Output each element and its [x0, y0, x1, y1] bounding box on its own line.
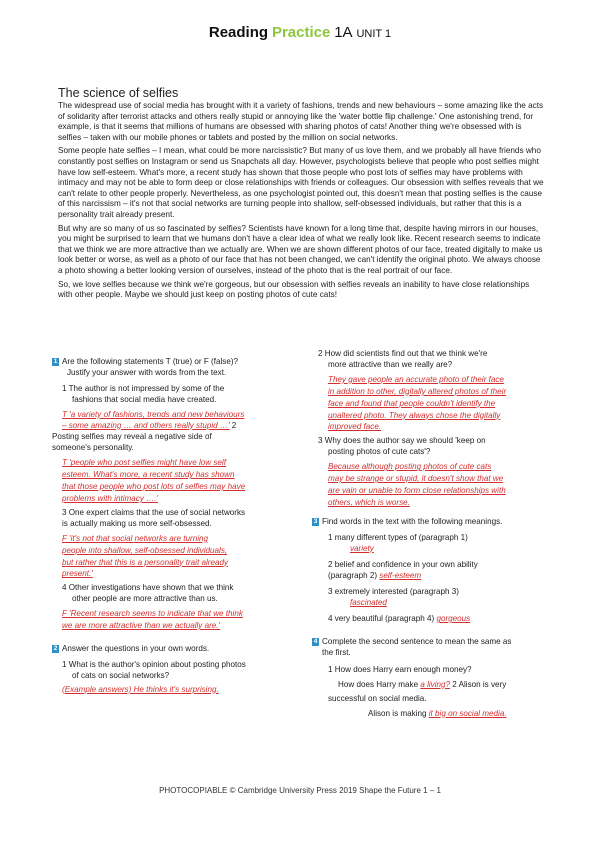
exercise-4	[313, 637, 558, 719]
ex1-question-1: 1 The author is not impressed by some of the	[62, 383, 225, 393]
ex1-question-4-cont: other people are more attractive than us.	[72, 594, 218, 604]
ex2-answer-2-b: in addition to other, digitally altered photos of their	[328, 386, 507, 396]
header-level: 1A	[334, 24, 353, 41]
article-paragraph-2: Some people hate selfies – I mean, what could be more narcissistic? But many of us love them, and we probably all have friends who constantly post selfies on Instagram or send us Snapchats all day. However, psychologists believe that people who post selfies might have low self-esteem. What's more, a recent study has shown that those people who post lots of selfies may have problems with intimacy and may not be able to form deep or close relationships with friends or colleagues. Our obsession with selfies reveals that we can't relate to other people properly. Nevertheless, as one psychologist pointed out, this doesn't mean that posting selfies is the cause of this narcissism – it's not that social networks are turning people into shallow, self-obsessed individuals, but rather that this is a personality trait already present.	[58, 146, 544, 219]
ex1-question-3: 3 One expert claims that the use of social networks	[62, 507, 246, 517]
ex1-answer-3-d: present.'	[62, 569, 93, 579]
ex2-question-2-cont: more attractive than we really are?	[328, 359, 453, 369]
article-paragraph-4: So, we love selfies because we think we're gorgeous, but our obsession with selfies reveals an inability to have close relationships with other people. Maybe we should just keep on posting photos of cute cats!	[58, 279, 530, 300]
ex1-answer-2-c: that those people who post lots of selfies may have	[62, 482, 246, 492]
ex3-question-2: 2 belief and confidence in your own ability	[328, 559, 478, 569]
ex1-question-3-cont: is actually making us more self-obsessed.	[62, 518, 212, 528]
ex2-answer-2-c: face and found that people couldn't identify the	[328, 398, 496, 408]
ex1-answer-3-b: people into shallow, self-obsessed individuals,	[62, 545, 228, 555]
ex1-answer-3: F 'it's not that social networks are turning	[62, 533, 208, 543]
header-unit: UNIT 1	[356, 28, 392, 40]
exercise-4-number: 4	[313, 638, 318, 646]
ex1-question-1-cont: fashions that social media have created.	[72, 394, 217, 404]
right-column	[313, 349, 558, 719]
exercise-1-instruction: Are the following statements T (true) or F (false)?	[62, 357, 239, 366]
ex3-answer-4: gorgeous	[436, 614, 471, 624]
article-paragraph-1: The widespread use of social media has brought with it a variety of fashions, trends and new behaviours – some amazing like the acts of solidarity after terrorist attacks and others really stupid or annoying like the 'water bottle flip challenge.' One astonishing trend, for example, is that it seems that millions of humans are obsessed with sharing photos of cats! Another thing we're obsessed with is selfies – taken with our mobile phones or tablets and posted by the million on social networks.	[58, 101, 544, 142]
ex2-question-1: 1 What is the author's opinion about posting photos	[62, 659, 246, 669]
exercise-1	[52, 357, 274, 632]
exercise-2-instruction: Answer the questions in your own words.	[62, 643, 210, 653]
ex1-question-2-cont: someone's personality.	[52, 443, 134, 453]
exercise-4-instruction: Complete the second sentence to mean the same as	[322, 637, 512, 647]
header-reading: Reading	[208, 24, 269, 41]
left-column	[52, 357, 274, 696]
ex3-answer-2: self-esteem	[379, 571, 422, 581]
ex2-answer-2: They gave people an accurate photo of their face	[328, 374, 504, 384]
ex1-answer-4: F 'Recent research seems to indicate that we think	[62, 609, 243, 619]
ex3-question-4: 4 very beautiful (paragraph 4)	[328, 614, 435, 624]
article-title: The science of selfies	[58, 86, 179, 100]
ex1-question-2-number: 2	[231, 420, 237, 430]
exercise-3-instruction: Find words in the text with the following meanings.	[322, 516, 503, 526]
exercise-3	[313, 516, 558, 625]
header-practice: Practice	[271, 24, 331, 41]
ex1-answer-2: T 'people who post selfies might have low self	[62, 458, 226, 468]
exercise-4-instruction-2: the first.	[322, 647, 351, 657]
ex2-answer-3-c: are vain or unable to form close relationships with	[328, 485, 506, 495]
ex2-question-1-cont: of cats on social networks?	[72, 670, 170, 680]
ex4-question-2-prompt: Alison is making	[368, 708, 427, 718]
ex4-question-1: 1 How does Harry earn enough money?	[328, 664, 472, 674]
ex2-answer-2-e: improved face.	[328, 422, 382, 432]
ex2-question-2: 2 How did scientists find out that we think we're	[318, 349, 488, 358]
page-footer: PHOTOCOPIABLE © Cambridge University Press 2019 Shape the Future 1 – 1	[159, 786, 441, 795]
ex4-question-2-cont: successful on social media.	[328, 693, 427, 703]
ex3-question-2-para: (paragraph 2)	[328, 571, 378, 581]
exercise-3-number: 3	[313, 517, 318, 525]
ex2-answer-3-b: may be strange or stupid, it doesn't show that we	[328, 474, 504, 484]
exercise-2	[52, 644, 274, 696]
article-body	[58, 101, 546, 304]
exercise-1-instruction-2: Justify your answer with words from the text.	[67, 367, 227, 377]
ex1-answer-2-b: esteem. What's more, a recent study has shown	[62, 470, 235, 480]
ex2-answer-1: (Example answers) He thinks it's surprising.	[62, 684, 219, 694]
ex4-answer-1: a living?	[420, 679, 451, 689]
ex3-answer-1: variety	[350, 543, 374, 553]
ex2-question-3-cont: posting photos of cute cats'?	[328, 447, 431, 457]
ex3-answer-3: fascinated	[350, 598, 387, 608]
ex1-answer-3-c: but rather that this is a personality trait already	[62, 557, 229, 567]
exercise-2-number: 2	[53, 644, 58, 652]
ex2-answer-2-d: unaltered photo. They always chose the digitally	[328, 410, 501, 420]
ex3-question-3: 3 extremely interested (paragraph 3)	[328, 587, 459, 597]
ex4-question-2: 2 Alison is very	[452, 679, 507, 689]
ex4-question-1-prompt: How does Harry make	[338, 679, 419, 689]
ex1-answer-1: T 'a variety of fashions, trends and new behaviours	[62, 409, 245, 419]
ex1-question-2: Posting selfies may reveal a negative side of	[52, 432, 212, 442]
ex2-answer-3-d: others, which is worse.	[328, 497, 410, 507]
ex2-answer-3: Because although posting photos of cute cats	[328, 462, 492, 472]
ex1-answer-1-cont: – some amazing … and others really stupid …'	[62, 420, 230, 430]
page-header	[0, 24, 600, 41]
ex1-question-4: 4 Other investigations have shown that we think	[62, 583, 234, 593]
article-paragraph-3: But why are so many of us so fascinated by selfies? Scientists have known for a long time that, despite having mirrors in our houses, you might be surprised to learn that we humans don't have a clear idea of what we really look like. Recent research seems to indicate that we think we are more attractive than we actually are. When we are shown different photos of our face, treated digitally to make us look better or worse, as well as a photo of our face that has not been changed, we can't identify the original photo. We always choose a photo showing a better looking version of ourselves, instead of the photo that is the real portrait of our face.	[58, 223, 543, 275]
ex2-question-3: 3 Why does the author say we should 'keep on	[318, 436, 486, 446]
ex4-answer-2: it big on social media.	[428, 708, 507, 718]
ex3-question-1: 1 many different types of (paragraph 1)	[328, 532, 468, 542]
ex1-answer-2-d: problems with intimacy ….'	[62, 493, 158, 503]
ex1-answer-4-b: we are more attractive than we actually are.'	[62, 621, 221, 631]
exercise-1-number: 1	[53, 358, 58, 365]
